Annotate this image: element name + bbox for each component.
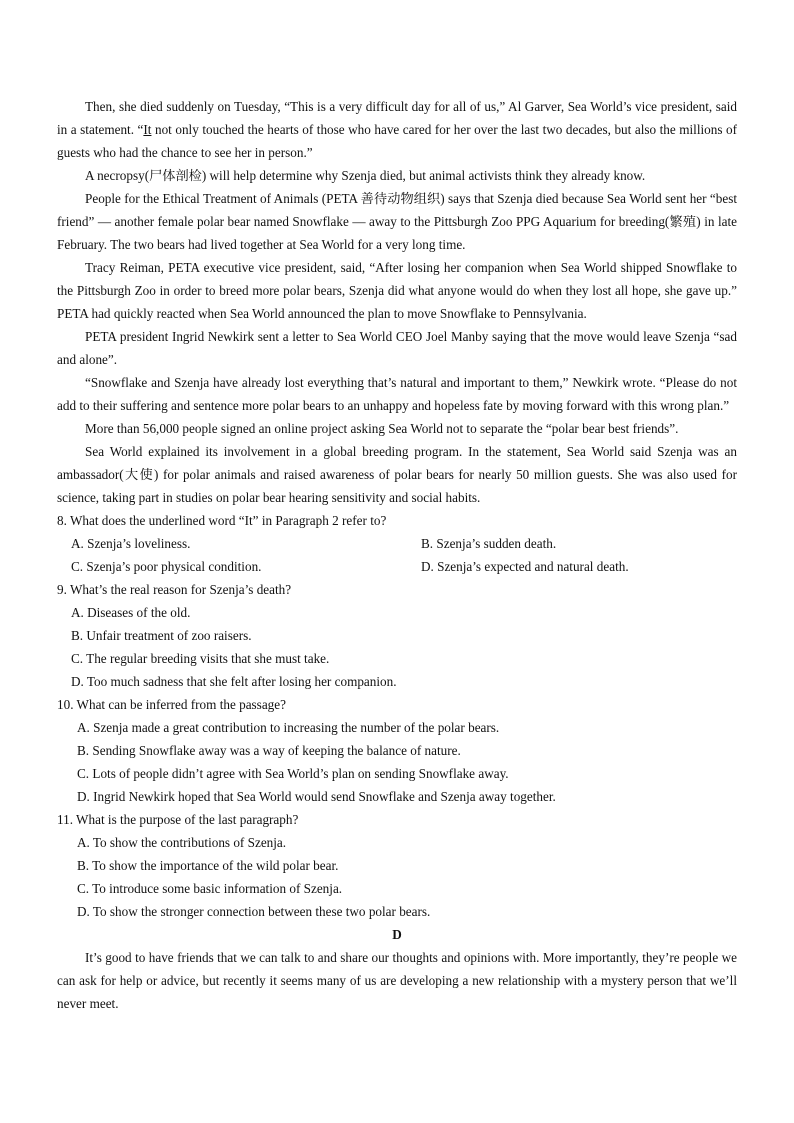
question-10-option-a: A. Szenja made a great contribution to increasing the number of the polar bears. — [77, 720, 500, 735]
question-9-option-d: D. Too much sadness that she felt after losing her companion. — [71, 674, 397, 689]
question-9-option-c: C. The regular breeding visits that she must take. — [71, 651, 330, 666]
underlined-word-it: It — [143, 122, 152, 137]
question-11-option-c: C. To introduce some basic information of Szenja. — [77, 881, 343, 896]
question-9-stem: 9. What’s the real reason for Szenja’s death? — [57, 582, 292, 597]
paragraph-5: PETA president Ingrid Newkirk sent a letter to Sea World CEO Joel Manby saying that the move would leave Szenja “sad and alone”. — [57, 329, 737, 367]
document-page — [57, 95, 737, 1015]
section-d-paragraph-1: It’s good to have friends that we can talk to and share our thoughts and opinions with. More importantly, they’re people we can ask for help or advice, but recently it seems many of us are developing a new relationship with a mystery person that we’ll never meet. — [57, 950, 737, 1011]
question-11-option-b: B. To show the importance of the wild polar bear. — [77, 858, 339, 873]
question-10-stem: 10. What can be inferred from the passage? — [57, 697, 286, 712]
paragraph-1-end: not only touched the hearts of those who have cared for her over the last two decades, but also the millions of guests who had the chance to see her in person.” — [57, 122, 738, 160]
question-10-option-d: D. Ingrid Newkirk hoped that Sea World would send Snowflake and Szenja away together. — [77, 789, 556, 804]
question-8-option-c: C. Szenja’s poor physical condition. — [71, 559, 262, 574]
paragraph-8: Sea World explained its involvement in a global breeding program. In the statement, Sea World said Szenja was an ambassador(大使) for polar animals and raised awareness of polar bears for nearly 50 million guests. She was also used for science, taking part in studies on polar bear hearing sensitivity and social habits. — [57, 444, 737, 505]
question-8-stem: 8. What does the underlined word “It” in Paragraph 2 refer to? — [57, 513, 387, 528]
question-11-option-a: A. To show the contributions of Szenja. — [77, 835, 287, 850]
question-8-option-b: B. Szenja’s sudden death. — [421, 536, 557, 551]
paragraph-4: Tracy Reiman, PETA executive vice president, said, “After losing her companion when Sea World shipped Snowflake to the Pittsburgh Zoo in order to breed more polar bears, Szenja did what anyone would do when they lost all hope, she gave up.” PETA had quickly reacted when Sea World announced the plan to move Snowflake to Pennsylvania. — [57, 260, 737, 321]
paragraph-1-start: Then, she died suddenly on Tuesday, “This is a very difficult day for all of us,” Al Garver, Sea World’s vice president, said in a statement. “ — [57, 99, 737, 137]
paragraph-2: A necropsy(尸体剖检) will help determine why Szenja died, but animal activists think they already know. — [85, 168, 646, 183]
question-8-options-row-2 — [57, 555, 737, 578]
question-8-options-row-1 — [57, 532, 737, 555]
question-9-option-b: B. Unfair treatment of zoo raisers. — [71, 628, 252, 643]
paragraph-3: People for the Ethical Treatment of Animals (PETA 善待动物组织) says that Szenja died because Sea World sent her “best friend” — another female polar bear named Snowflake — away to the Pittsburgh Zoo PPG Aquarium for breeding(繁殖) in late February. The two bears had lived together at Sea World for a very long time. — [57, 191, 737, 252]
question-10-option-b: B. Sending Snowflake away was a way of keeping the balance of nature. — [77, 743, 461, 758]
paragraph-6: “Snowflake and Szenja have already lost everything that’s natural and important to them,” Newkirk wrote. “Please do not add to their suffering and sentence more polar bears to an unhappy and hopeless fate by moving forward with this wrong plan.” — [57, 375, 737, 413]
section-heading-d: D — [392, 927, 402, 942]
question-8-option-d: D. Szenja’s expected and natural death. — [421, 559, 629, 574]
paragraph-1 — [57, 95, 737, 164]
paragraph-7: More than 56,000 people signed an online project asking Sea World not to separate the “polar bear best friends”. — [85, 421, 679, 436]
question-11-stem: 11. What is the purpose of the last paragraph? — [57, 812, 299, 827]
question-11-option-d: D. To show the stronger connection between these two polar bears. — [77, 904, 431, 919]
question-9-option-a: A. Diseases of the old. — [71, 605, 191, 620]
question-10-option-c: C. Lots of people didn’t agree with Sea World’s plan on sending Snowflake away. — [77, 766, 509, 781]
question-8-option-a: A. Szenja’s loveliness. — [71, 536, 191, 551]
